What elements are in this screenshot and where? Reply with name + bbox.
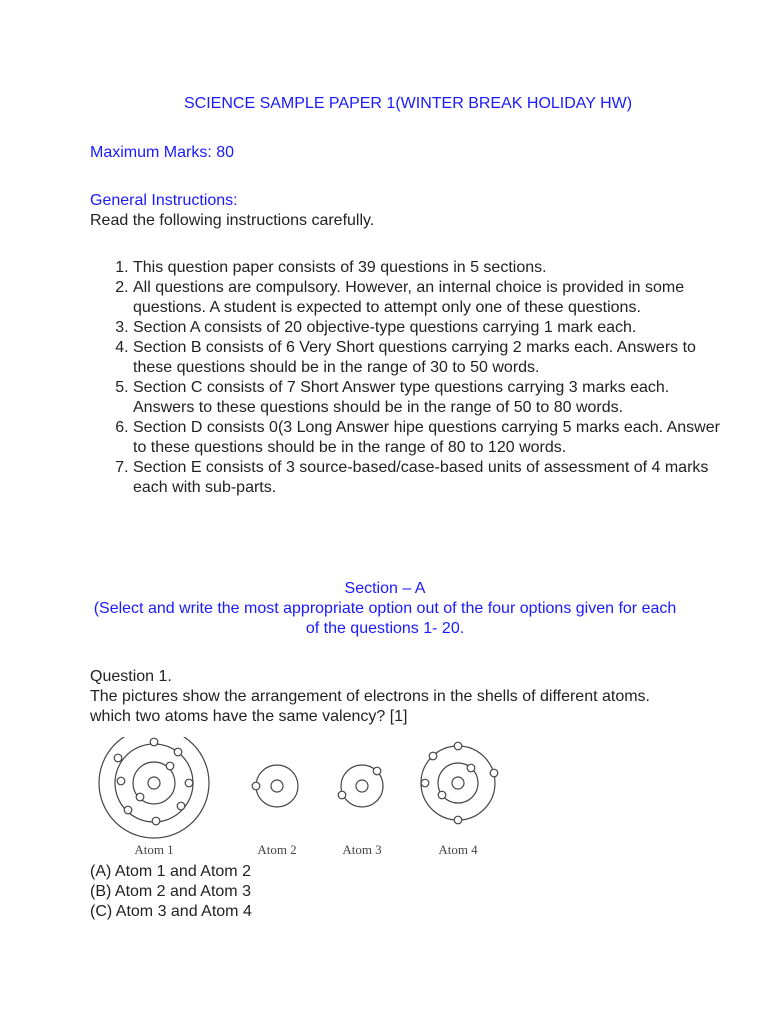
- option-c: (C) Atom 3 and Atom 4: [90, 903, 252, 920]
- atom-1-label: Atom 1: [134, 842, 174, 857]
- question-1-text: The pictures show the arrangement of electrons in the shells of different atoms. which two atoms have the same valency? [1]: [90, 688, 650, 725]
- option-a: (A) Atom 1 and Atom 2: [90, 863, 251, 880]
- instruction-item: 7. Section E consists of 3 source-based/case-based units of assessment of 4 marks each with sub-parts.: [133, 458, 733, 498]
- option-b: (B) Atom 2 and Atom 3: [90, 883, 251, 900]
- read-instructions-text: Read the following instructions carefully.: [90, 212, 375, 229]
- instruction-item: 4. Section B consists of 6 Very Short questions carrying 2 marks each. Answers to these questions should be in the range of 30 to 50 words.: [133, 338, 733, 378]
- atom-2-diagram: [256, 765, 298, 807]
- instruction-item: 6. Section D consists 0(3 Long Answer hipe questions carrying 5 marks each. Answer to these questions should be in the range of 80 to 120 words.: [133, 418, 733, 458]
- atoms-diagram: [90, 737, 510, 863]
- section-a-heading: Section – A: [344, 580, 426, 597]
- section-a-note: (Select and write the most appropriate option out of the four options given for each of the questions 1- 20.: [93, 600, 677, 637]
- instruction-item: 3. Section A consists of 20 objective-type questions carrying 1 mark each.: [133, 318, 733, 338]
- atom-3-label: Atom 3: [342, 842, 382, 857]
- question-1-label: Question 1.: [90, 668, 172, 685]
- instructions-list: [90, 258, 733, 498]
- instruction-item: 1. This question paper consists of 39 questions in 5 sections.: [133, 258, 733, 278]
- general-instructions-heading: General Instructions:: [90, 192, 238, 209]
- instruction-item: 5. Section C consists of 7 Short Answer type questions carrying 3 marks each. Answers to these questions should be in the range of 50 to 80 words.: [133, 378, 733, 418]
- atom-4-label: Atom 4: [438, 842, 478, 857]
- paper-title: SCIENCE SAMPLE PAPER 1(WINTER BREAK HOLIDAY HW): [184, 95, 633, 112]
- maximum-marks: Maximum Marks: 80: [90, 144, 235, 161]
- question-1-options: [90, 862, 252, 922]
- atoms-figure: [90, 737, 510, 863]
- atom-2-label: Atom 2: [257, 842, 297, 857]
- instruction-item: 2. All questions are compulsory. However, an internal choice is provided in some questions. A student is expected to attempt only one of these questions.: [133, 278, 733, 318]
